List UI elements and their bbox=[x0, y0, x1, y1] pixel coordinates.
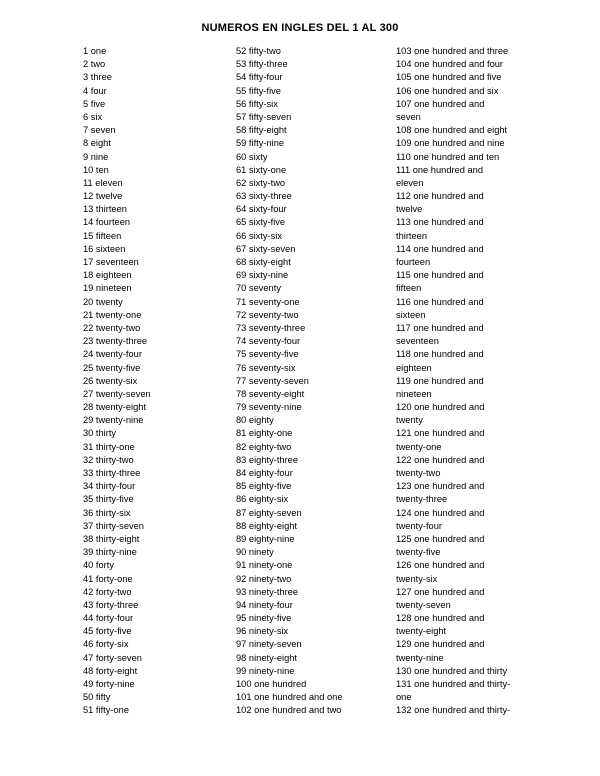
number-entry: twenty-six bbox=[396, 573, 438, 584]
number-entry: 90 ninety bbox=[236, 547, 274, 558]
number-entry: 64 sixty-four bbox=[236, 204, 287, 215]
number-entry: 21 twenty-one bbox=[83, 309, 142, 320]
number-entry: 58 fifty-eight bbox=[236, 125, 287, 136]
number-entry: 46 forty-six bbox=[83, 639, 129, 650]
number-entry: 108 one hundred and eight bbox=[396, 125, 508, 136]
number-entry: 78 seventy-eight bbox=[236, 388, 305, 399]
number-entry: 4 four bbox=[83, 85, 107, 96]
number-entry: 59 fifty-nine bbox=[236, 138, 285, 149]
number-entry: 30 thirty bbox=[83, 428, 117, 439]
number-column-2 bbox=[236, 45, 386, 718]
number-entry: 88 eighty-eight bbox=[236, 520, 297, 531]
number-entry: thirteen bbox=[396, 230, 428, 241]
number-entry: 52 fifty-two bbox=[236, 46, 281, 56]
number-entry: one bbox=[396, 692, 412, 703]
number-entry: fifteen bbox=[396, 283, 422, 294]
number-entry: 70 seventy bbox=[236, 283, 281, 294]
number-entry: 79 seventy-nine bbox=[236, 402, 302, 413]
number-entry: 57 fifty-seven bbox=[236, 111, 292, 122]
number-entry: 51 fifty-one bbox=[83, 705, 129, 716]
number-entry: 60 sixty bbox=[236, 151, 268, 162]
number-entry: 50 fifty bbox=[83, 692, 111, 703]
number-entry: 19 nineteen bbox=[83, 283, 132, 294]
number-entry: 125 one hundred and bbox=[396, 533, 485, 544]
number-entry: 122 one hundred and bbox=[396, 454, 485, 465]
number-entry: 104 one hundred and four bbox=[396, 59, 504, 70]
number-entry: nineteen bbox=[396, 388, 432, 399]
number-entry: 13 thirteen bbox=[83, 204, 127, 215]
number-entry: 29 twenty-nine bbox=[83, 415, 144, 426]
number-entry: 84 eighty-four bbox=[236, 468, 293, 478]
number-entry: 7 seven bbox=[83, 125, 116, 136]
number-entry: 3 three bbox=[83, 72, 112, 83]
number-entry: 56 fifty-six bbox=[236, 98, 278, 109]
number-entry: 45 forty-five bbox=[83, 626, 132, 637]
number-entry: 54 fifty-four bbox=[236, 72, 283, 83]
number-entry: twenty-five bbox=[396, 547, 441, 558]
number-entry: 55 fifty-five bbox=[236, 85, 281, 96]
number-entry: 17 seventeen bbox=[83, 257, 139, 267]
number-entry: twenty-eight bbox=[396, 626, 447, 637]
number-entry: 34 thirty-four bbox=[83, 481, 136, 492]
number-entry: 124 one hundred and bbox=[396, 507, 485, 518]
number-entry: 25 twenty-five bbox=[83, 362, 141, 373]
number-entry: 102 one hundred and two bbox=[236, 705, 342, 716]
number-entry: 87 eighty-seven bbox=[236, 507, 302, 518]
number-entry: 116 one hundred and bbox=[396, 296, 484, 307]
number-entry: 65 sixty-five bbox=[236, 217, 286, 228]
number-entry: 96 ninety-six bbox=[236, 626, 289, 637]
number-entry: twenty-four bbox=[396, 520, 442, 531]
number-entry: 111 one hundred and bbox=[396, 164, 484, 175]
number-entry: 105 one hundred and five bbox=[396, 72, 502, 83]
number-entry: 91 ninety-one bbox=[236, 560, 293, 571]
number-entry: 41 forty-one bbox=[83, 573, 133, 584]
number-entry: 18 eighteen bbox=[83, 270, 132, 281]
number-entry: 114 one hundred and bbox=[396, 243, 484, 254]
number-entry: 38 thirty-eight bbox=[83, 533, 140, 544]
number-entry: 118 one hundred and bbox=[396, 349, 484, 360]
number-entry: 106 one hundred and six bbox=[396, 85, 499, 96]
number-entry: 40 forty bbox=[83, 560, 115, 571]
number-entry: 119 one hundred and bbox=[396, 375, 484, 386]
number-entry: 82 eighty-two bbox=[236, 441, 292, 452]
number-column-3 bbox=[396, 45, 526, 718]
number-entry: 120 one hundred and bbox=[396, 402, 485, 413]
number-entry: twenty bbox=[396, 415, 423, 426]
number-entry: 66 sixty-six bbox=[236, 230, 282, 241]
number-entry: 107 one hundred and bbox=[396, 98, 485, 109]
number-entry: 37 thirty-seven bbox=[83, 520, 144, 531]
number-entry: 28 twenty-eight bbox=[83, 402, 147, 413]
number-entry: 89 eighty-nine bbox=[236, 533, 295, 544]
number-entry: 11 eleven bbox=[83, 177, 123, 188]
number-entry: 86 eighty-six bbox=[236, 494, 289, 505]
number-entry: 80 eighty bbox=[236, 415, 274, 426]
page-title: NUMEROS EN INGLES DEL 1 AL 300 bbox=[201, 22, 399, 34]
number-entry: 10 ten bbox=[83, 164, 109, 175]
number-column-1 bbox=[83, 45, 233, 718]
number-entry: 73 seventy-three bbox=[236, 322, 306, 333]
number-entry: eighteen bbox=[396, 362, 432, 373]
number-entry: 68 sixty-eight bbox=[236, 257, 291, 267]
number-entry: 74 seventy-four bbox=[236, 336, 301, 347]
number-entry: 95 ninety-five bbox=[236, 613, 292, 624]
number-entry: 33 thirty-three bbox=[83, 468, 141, 478]
number-entry: 127 one hundred and bbox=[396, 586, 485, 597]
number-entry: 20 twenty bbox=[83, 296, 123, 307]
number-entry: 32 thirty-two bbox=[83, 454, 134, 465]
number-entry: 61 sixty-one bbox=[236, 164, 287, 175]
number-entry: twenty-three bbox=[396, 494, 448, 505]
number-entry: 83 eighty-three bbox=[236, 454, 299, 465]
number-entry: 75 seventy-five bbox=[236, 349, 299, 360]
number-entry: 27 twenty-seven bbox=[83, 388, 151, 399]
number-entry: 5 five bbox=[83, 98, 106, 109]
number-entry: 109 one hundred and nine bbox=[396, 138, 505, 149]
number-entry: seventeen bbox=[396, 336, 439, 347]
number-entry: 22 twenty-two bbox=[83, 322, 141, 333]
number-entry: 6 six bbox=[83, 111, 103, 122]
number-entry: seven bbox=[396, 111, 421, 122]
number-entry: 42 forty-two bbox=[83, 586, 132, 597]
number-entry: 48 forty-eight bbox=[83, 665, 138, 676]
number-entry: 15 fifteen bbox=[83, 230, 122, 241]
number-entry: 128 one hundred and bbox=[396, 613, 485, 624]
number-entry: 99 ninety-nine bbox=[236, 665, 295, 676]
number-entry: 115 one hundred and bbox=[396, 270, 484, 281]
number-entry: sixteen bbox=[396, 309, 426, 320]
number-entry: 67 sixty-seven bbox=[236, 243, 296, 254]
number-entry: 71 seventy-one bbox=[236, 296, 300, 307]
number-entry: 53 fifty-three bbox=[236, 59, 288, 70]
number-entry: twenty-one bbox=[396, 441, 442, 452]
number-entry: 35 thirty-five bbox=[83, 494, 134, 505]
number-entry: 72 seventy-two bbox=[236, 309, 299, 320]
number-entry: 12 twelve bbox=[83, 191, 123, 202]
number-entry: 121 one hundred and bbox=[396, 428, 485, 439]
number-entry: 31 thirty-one bbox=[83, 441, 135, 452]
number-entry: 101 one hundred and one bbox=[236, 692, 343, 703]
number-entry: 81 eighty-one bbox=[236, 428, 293, 439]
number-entry: 77 seventy-seven bbox=[236, 375, 309, 386]
number-entry: twenty-nine bbox=[396, 652, 444, 663]
number-entry: 14 fourteen bbox=[83, 217, 131, 228]
number-entry: 112 one hundred and bbox=[396, 191, 484, 202]
number-entry: twenty-seven bbox=[396, 599, 451, 610]
number-entry: 98 ninety-eight bbox=[236, 652, 297, 663]
number-entry: 94 ninety-four bbox=[236, 599, 293, 610]
number-entry: 49 forty-nine bbox=[83, 679, 135, 689]
number-entry: 43 forty-three bbox=[83, 599, 139, 610]
number-entry: 1 one bbox=[83, 46, 107, 56]
number-entry: 110 one hundred and ten bbox=[396, 151, 500, 162]
number-entry: 69 sixty-nine bbox=[236, 270, 289, 281]
number-entry: 123 one hundred and bbox=[396, 481, 485, 492]
number-entry: 93 ninety-three bbox=[236, 586, 299, 597]
number-entry: 130 one hundred and thirty bbox=[396, 665, 508, 676]
number-entry: 100 one hundred bbox=[236, 679, 307, 689]
number-entry: twenty-two bbox=[396, 468, 441, 478]
number-entry: fourteen bbox=[396, 257, 431, 267]
number-entry: 36 thirty-six bbox=[83, 507, 131, 518]
number-entry: 129 one hundred and bbox=[396, 639, 485, 650]
number-entry: 39 thirty-nine bbox=[83, 547, 137, 558]
number-entry: 63 sixty-three bbox=[236, 191, 292, 202]
number-entry: 47 forty-seven bbox=[83, 652, 142, 663]
number-entry: 131 one hundred and thirty- bbox=[396, 679, 511, 689]
number-entry: 117 one hundred and bbox=[396, 322, 484, 333]
number-entry: 8 eight bbox=[83, 138, 111, 149]
number-entry: 44 forty-four bbox=[83, 613, 134, 624]
number-entry: 24 twenty-four bbox=[83, 349, 142, 360]
number-entry: eleven bbox=[396, 177, 424, 188]
number-entry: 62 sixty-two bbox=[236, 177, 286, 188]
number-entry: 16 sixteen bbox=[83, 243, 126, 254]
number-entry: 92 ninety-two bbox=[236, 573, 292, 584]
number-entry: 85 eighty-five bbox=[236, 481, 292, 492]
number-entry: 126 one hundred and bbox=[396, 560, 485, 571]
number-entry: 23 twenty-three bbox=[83, 336, 148, 347]
number-entry: 76 seventy-six bbox=[236, 362, 296, 373]
number-entry: 9 nine bbox=[83, 151, 109, 162]
number-entry: 103 one hundred and three bbox=[396, 46, 509, 56]
number-entry: twelve bbox=[396, 204, 423, 215]
number-entry: 26 twenty-six bbox=[83, 375, 138, 386]
number-entry: 113 one hundred and bbox=[396, 217, 484, 228]
number-entry: 97 ninety-seven bbox=[236, 639, 302, 650]
number-entry: 132 one hundred and thirty- bbox=[396, 705, 511, 716]
number-entry: 2 two bbox=[83, 59, 106, 70]
